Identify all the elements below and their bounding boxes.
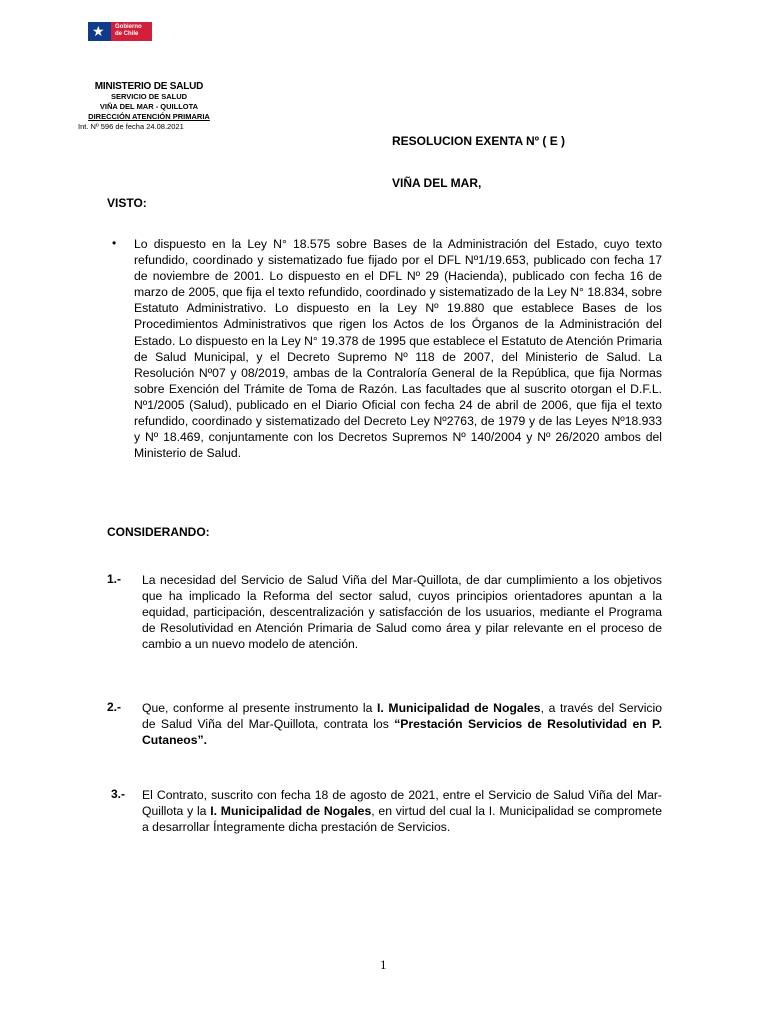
ministerio-title: MINISTERIO DE SALUD bbox=[94, 81, 204, 92]
item-3-text-b: , en virtud del cual la I. Municipalidad se compromete a desarrollar Íntegramente dicha prestación de Servicios. bbox=[142, 804, 663, 835]
item-3-municipality: I. Municipalidad de Nogales bbox=[210, 804, 372, 819]
logo-line-1: Gobierno bbox=[115, 24, 142, 30]
bullet-icon: • bbox=[112, 236, 117, 250]
item-2-municipality: I. Municipalidad de Nogales bbox=[377, 701, 541, 715]
item-number-2: 2.- bbox=[107, 700, 122, 714]
gobierno-de-chile-logo bbox=[88, 22, 152, 80]
servicio-line: SERVICIO DE SALUD bbox=[110, 92, 188, 101]
item-number-3: 3.- bbox=[111, 787, 126, 801]
direccion-line: DIRECCIÓN ATENCIÓN PRIMARIA bbox=[88, 112, 210, 121]
logo-blue-block bbox=[88, 22, 111, 41]
visto-paragraph: Lo dispuesto en la Ley N° 18.575 sobre Bases de la Administración del Estado, cuyo texto refundido, coordinado y sistematizado fue fijado por el DFL Nº1/19.653, publicado con fecha 17 de noviembre de 2001. Lo dispuesto en el DFL Nº 29 (Hacienda), publicado con fecha 16 de marzo de 2005, que fija el texto refundido, coordinado y sistematizado de la Ley N° 18.834, sobre Estatuto Administrativo. Lo dispuesto en la Ley Nº 19.880 que establece Bases de los Procedimientos Administrativos que rigen los Actos de los Órganos de la Administración del Estado. Lo dispuesto en la Ley N° 19.378 de 1995 que establece el Estatuto de Atención Primaria de Salud Municipal, y el Decreto Supremo Nº 118 de 2007, del Ministerio de Salud. La Resolución Nº07 y 08/2019, ambas de la Contraloría General de la República, que fija Normas sobre Exención del Trámite de Toma de Razón. Las facultades que al suscrito otorgan el D.F.L. Nº1/2005 (Salud), publicado en el Diario Oficial con fecha 24 de abril de 2006, que fija el texto refundido, coordinado y sistematizado del Decreto Ley Nº2763, de 1979 y de las Leyes Nº18.933 y Nº 18.469, conjuntamente con los Decretos Supremos Nº 140/2004 y Nº 26/2020 ambos del Ministerio de Salud. bbox=[134, 237, 662, 461]
ministry-header bbox=[74, 82, 224, 132]
item-number-1: 1.- bbox=[107, 572, 122, 586]
item-3-text-a: El Contrato, suscrito con fecha 18 de agosto de 2021, entre el Servicio de Salud Viña del Mar-Quillota y la bbox=[142, 788, 662, 819]
item-text-2 bbox=[142, 700, 662, 748]
item-2-text-b: , a través del Servicio de Salud Viña del Mar-Quillota, contrata los bbox=[142, 701, 663, 732]
logo-red-block bbox=[111, 22, 152, 41]
item-2-service-name: “Prestación Servicios de Resolutividad en P. Cutaneos”. bbox=[142, 717, 662, 748]
visto-heading: VISTO: bbox=[107, 196, 147, 210]
item-2-text-a: Que, conforme al presente instrumento la bbox=[142, 701, 378, 715]
place-line: VIÑA DEL MAR, bbox=[392, 176, 482, 190]
item-text-1: La necesidad del Servicio de Salud Viña del Mar-Quillota, de dar cumplimiento a los objetivos que ha implicado la Reforma del sector salud, cuyos principios orientadores apuntan a la equidad, participación, descentralización y satisfacción de los usuarios, mediante el Programa de Resolutividad en Atención Primaria de Salud como área y pilar relevante en el proceso de cambio a un nuevo modelo de atención. bbox=[142, 573, 662, 652]
internal-reference: Int. Nº 596 de fecha 24.08.2021 bbox=[78, 122, 184, 131]
item-text-3 bbox=[142, 787, 662, 835]
region-line: VIÑA DEL MAR - QUILLOTA bbox=[99, 102, 199, 111]
considerando-heading: CONSIDERANDO: bbox=[107, 525, 210, 539]
star-icon: ★ bbox=[92, 23, 105, 39]
logo-line-2: de Chile bbox=[115, 31, 139, 37]
page-number: 1 bbox=[380, 957, 387, 972]
resolution-title: RESOLUCION EXENTA Nº ( E ) bbox=[392, 134, 566, 148]
